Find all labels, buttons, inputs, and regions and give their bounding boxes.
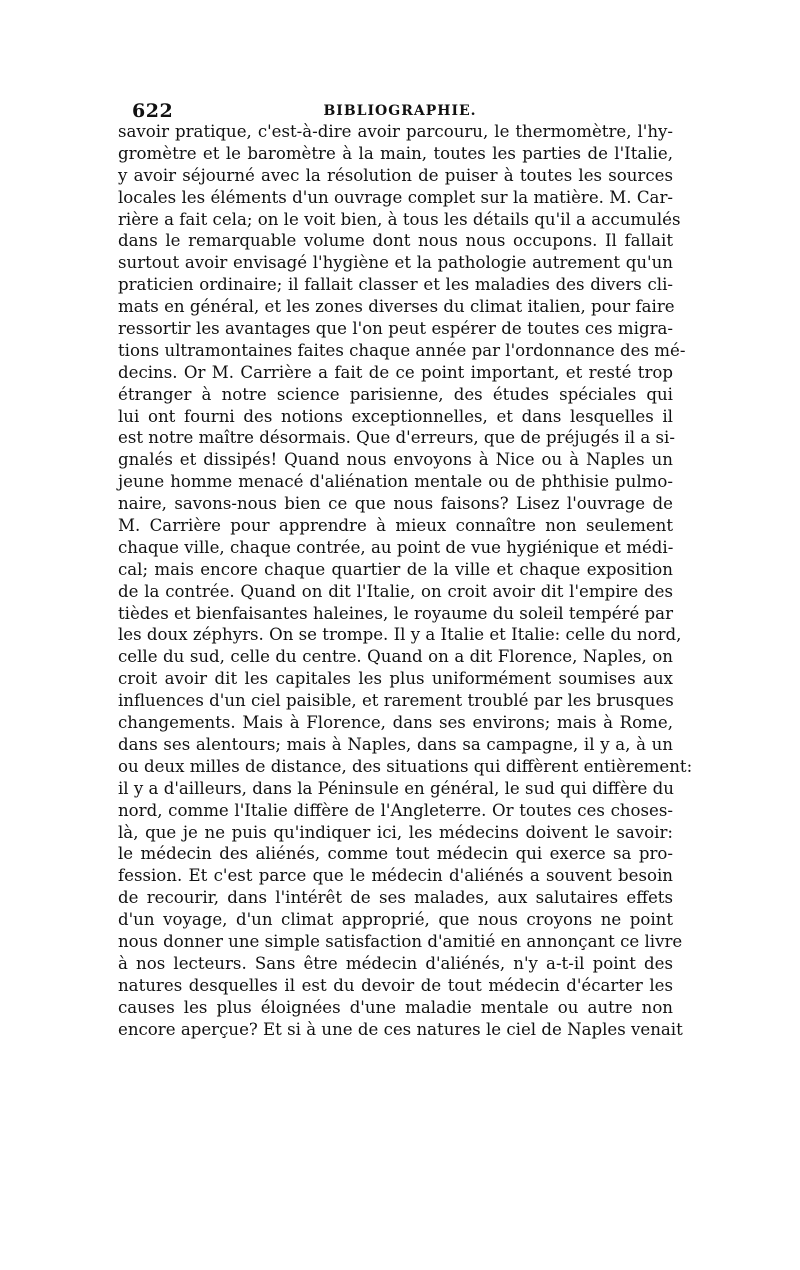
text-line: de recourir, dans l'intérêt de ses malades, aux salutaires effets [118,888,673,908]
text-line: est notre maître désormais. Que d'erreurs, que de préjugés il a si- [118,428,675,448]
text-line: les doux zéphyrs. On se trompe. Il y a Italie et Italie: celle du nord, [118,625,682,645]
text-line: lui ont fourni des notions exceptionnelles, et dans lesquelles il [118,406,673,426]
text-line: chaque ville, chaque contrée, au point de vue hygiénique et médi- [118,537,674,557]
text-line: M. Carrière pour apprendre à mieux connaître non seulement [118,516,673,536]
text-line: à nos lecteurs. Sans être médecin d'aliénés, n'y a-t-il point des [118,953,673,973]
text-line: decins. Or M. Carrière a fait de ce point important, et resté trop [118,362,673,382]
text-line: locales les éléments d'un ouvrage complet sur la matière. M. Car- [118,187,673,207]
text-line: nord, comme l'Italie diffère de l'Angleterre. Or toutes ces choses- [118,800,673,820]
text-line: il y a d'ailleurs, dans la Péninsule en général, le sud qui diffère du [118,778,674,798]
text-line: tions ultramontaines faites chaque année par l'ordonnance des mé- [118,340,686,360]
text-line: jeune homme menacé d'aliénation mentale ou de phthisie pulmo- [118,472,673,492]
text-line: praticien ordinaire; il fallait classer et les maladies des divers cli- [118,275,673,295]
text-line: naire, savons-nous bien ce que nous faisons? Lisez l'ouvrage de [118,494,673,514]
page-number: 622 [132,100,174,122]
text-line: tièdes et bienfaisantes haleines, le royaume du soleil tempéré par [118,603,673,623]
text-line: d'un voyage, d'un climat approprié, que nous croyons ne point [118,910,673,930]
text-line: encore aperçue? Et si à une de ces natures le ciel de Naples venait [118,1019,683,1039]
text-line: changements. Mais à Florence, dans ses environs; mais à Rome, [118,713,673,733]
text-line: surtout avoir envisagé l'hygiène et la pathologie autrement qu'un [118,253,673,273]
text-line: causes les plus éloignées d'une maladie mentale ou autre non [118,997,673,1017]
text-line: étranger à notre science parisienne, des études spéciales qui [118,384,673,404]
text-line: là, que je ne puis qu'indiquer ici, les médecins doivent le savoir: [118,822,673,842]
text-line: natures desquelles il est du devoir de tout médecin d'écarter les [118,975,673,995]
text-line: croit avoir dit les capitales les plus uniformément soumises aux [118,669,673,689]
text-line: fession. Et c'est parce que le médecin d'aliénés a souvent besoin [118,866,673,886]
text-line: ressortir les avantages que l'on peut espérer de toutes ces migra- [118,319,673,339]
body-text [118,121,693,1040]
text-line: nous donner une simple satisfaction d'amitié en annonçant ce livre [118,931,683,951]
text-line: mats en général, et les zones diverses du climat italien, pour faire [118,297,675,317]
text-line: ou deux milles de distance, des situations qui diffèrent entièrement: [118,756,693,776]
text-line: le médecin des aliénés, comme tout médecin qui exerce sa pro- [118,844,673,864]
text-line: influences d'un ciel paisible, et rarement troublé par les brusques [118,691,674,711]
text-line: y avoir séjourné avec la résolution de puiser à toutes les sources [118,165,673,185]
text-line: gromètre et le baromètre à la main, toutes les parties de l'Italie, [118,143,673,163]
text-line: de la contrée. Quand on dit l'Italie, on croit avoir dit l'empire des [118,581,673,601]
text-line: dans le remarquable volume dont nous nous occupons. Il fallait [118,231,673,251]
text-line: celle du sud, celle du centre. Quand on a dit Florence, Naples, on [118,647,673,667]
text-line: rière a fait cela; on le voit bien, à tous les détails qu'il a accumulés [118,209,681,229]
text-line: dans ses alentours; mais à Naples, dans sa campagne, il y a, à un [118,734,673,754]
text-line: savoir pratique, c'est-à-dire avoir parcouru, le thermomètre, l'hy- [118,122,673,141]
text-line: cal; mais encore chaque quartier de la ville et chaque exposition [118,559,673,579]
running-title: BIBLIOGRAPHIE. [323,103,477,119]
text-line: gnalés et dissipés! Quand nous envoyons à Nice ou à Naples un [118,450,673,470]
